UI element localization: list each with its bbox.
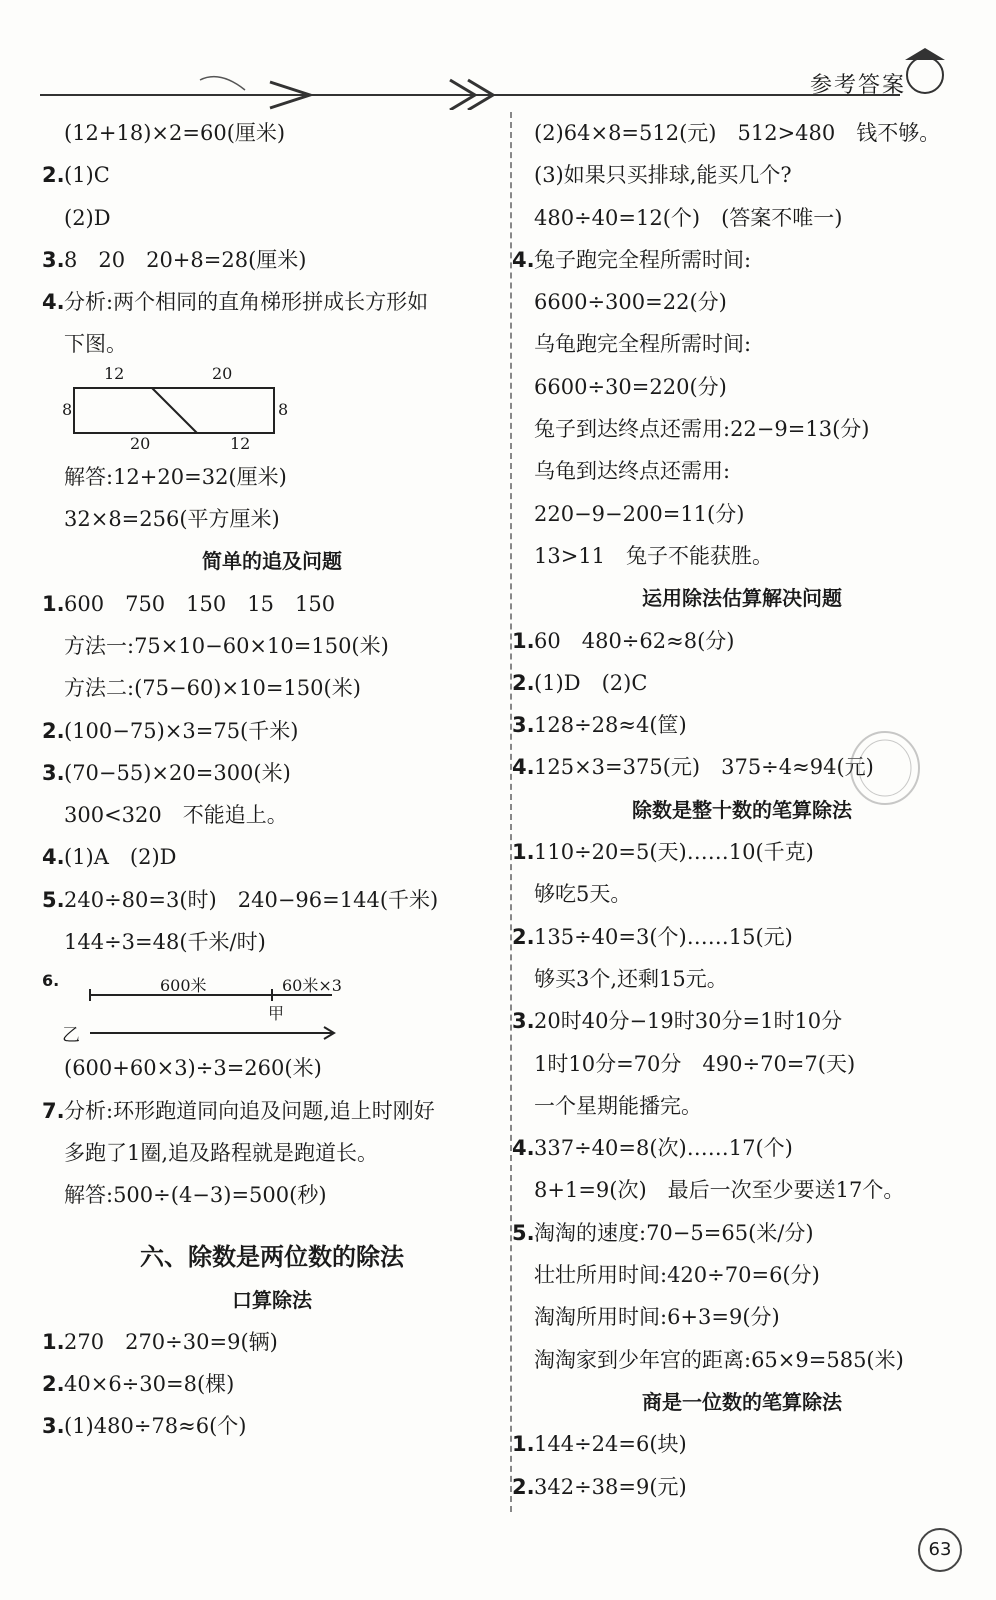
answer-line: 一个星期能播完。	[534, 1093, 702, 1118]
answer-line: 淘淘所用时间:6+3=9(分)	[534, 1305, 780, 1330]
right-column	[512, 112, 972, 1508]
answer-line: 淘淘家到少年宫的距离:65×9=585(米)	[534, 1347, 904, 1372]
fig-label: 600米	[160, 976, 207, 996]
answer-line: 220−9−200=11(分)	[534, 501, 745, 526]
answer-line: 6600÷300=22(分)	[534, 290, 727, 315]
rectangle-figure	[42, 363, 502, 456]
fig-label: 8	[62, 399, 73, 419]
answer-line: (3)如果只买排球,能买几个?	[534, 163, 792, 188]
answer-line: 144÷24=6(块)	[534, 1432, 687, 1457]
answer-line: 1时10分=70分 490÷70=7(天)	[534, 1051, 856, 1076]
page-number: 63	[918, 1528, 962, 1572]
fig-label: 乙	[62, 1025, 80, 1047]
question-number: 2.	[42, 163, 65, 188]
answer-line: 淘淘的速度:70−5=65(米/分)	[534, 1220, 814, 1245]
section-title: 商是一位数的笔算除法	[642, 1389, 842, 1414]
question-number: 2.	[512, 1474, 535, 1499]
question-number: 2.	[512, 924, 535, 949]
left-column	[42, 112, 502, 1448]
chapter-title: 六、除数是两位数的除法	[140, 1242, 404, 1271]
question-number: 4.	[512, 247, 535, 272]
header-title: 参考答案	[810, 73, 907, 98]
answer-line: (100−75)×3=75(千米)	[64, 718, 299, 743]
answer-line: (2)64×8=512(元) 512>480 钱不够。	[534, 121, 941, 145]
answer-line: 480÷40=12(个) (答案不唯一)	[534, 205, 843, 230]
answer-line: 8 20 20+8=28(厘米)	[64, 247, 307, 272]
fig-label: 20	[212, 363, 233, 383]
answer-line: 多跑了1圈,追及路程就是跑道长。	[64, 1140, 379, 1165]
question-number: 4.	[512, 1136, 535, 1161]
answer-line: 壮壮所用时间:420÷70=6(分)	[534, 1263, 820, 1288]
answer-line: (1)D (2)C	[534, 670, 648, 695]
answer-line: 13>11 兔子不能获胜。	[534, 543, 774, 568]
answer-line: 270 270÷30=9(辆)	[64, 1329, 278, 1354]
question-number: 1.	[42, 591, 65, 616]
answer-line: 300<320 不能追上。	[64, 803, 288, 828]
answer-line: 够买3个,还剩15元。	[534, 966, 728, 991]
answer-line: 125×3=375(元) 375÷4≈94(元)	[534, 755, 874, 780]
question-number: 3.	[42, 760, 65, 785]
answer-line: 方法二:(75−60)×10=150(米)	[64, 676, 361, 701]
answer-line: 40×6÷30=8(棵)	[64, 1372, 235, 1397]
page-header	[0, 0, 996, 110]
question-number: 5.	[512, 1220, 535, 1245]
question-number: 5.	[42, 887, 65, 912]
answer-line: 20时40分−19时30分=1时10分	[534, 1009, 843, 1034]
answer-line: 够吃5天。	[534, 882, 632, 907]
answer-line: 8+1=9(次) 最后一次至少要送17个。	[534, 1178, 905, 1203]
answer-line: 144÷3=48(千米/时)	[64, 930, 266, 955]
answer-line: (2)D	[64, 205, 111, 230]
answer-line: 兔子跑完全程所需时间:	[534, 247, 752, 272]
answer-line: 240÷80=3(时) 240−96=144(千米)	[64, 887, 439, 912]
question-number: 2.	[42, 718, 65, 743]
answer-line: 解答:12+20=32(厘米)	[64, 464, 287, 489]
chase-figure	[42, 963, 502, 1047]
question-number: 2.	[42, 1372, 65, 1397]
answer-line: 60 480÷62≈8(分)	[534, 628, 735, 653]
question-number: 2.	[512, 670, 535, 695]
fig-label: 20	[130, 433, 151, 453]
question-number: 3.	[42, 1414, 65, 1439]
answer-line: 6600÷30=220(分)	[534, 374, 727, 399]
question-number: 1.	[512, 628, 535, 653]
answer-line: (12+18)×2=60(厘米)	[64, 121, 286, 145]
question-number: 1.	[512, 840, 535, 865]
question-number: 1.	[42, 1329, 65, 1354]
question-number: 6.	[42, 971, 60, 991]
fig-label: 12	[104, 363, 125, 383]
section-title: 口算除法	[232, 1287, 312, 1312]
section-title: 除数是整十数的笔算除法	[632, 797, 852, 822]
question-number: 1.	[512, 1432, 535, 1457]
question-number: 3.	[42, 247, 65, 272]
answer-line: (1)A (2)D	[64, 845, 177, 870]
answer-line: 135÷40=3(个)……15(元)	[534, 924, 793, 949]
answer-line: 110÷20=5(天)……10(千克)	[534, 840, 814, 865]
answer-line: (1)480÷78≈6(个)	[64, 1414, 247, 1439]
question-number: 4.	[42, 845, 65, 870]
answer-line: 342÷38=9(元)	[534, 1474, 687, 1499]
answer-line: 分析:环形跑道同向追及问题,追上时刚好	[64, 1098, 435, 1123]
fig-label: 12	[230, 433, 251, 453]
answer-line: (600+60×3)÷3=260(米)	[64, 1056, 322, 1081]
fig-label: 60米×3	[282, 976, 342, 996]
answer-line: 乌龟跑完全程所需时间:	[534, 332, 752, 357]
fig-label: 8	[278, 399, 289, 419]
answer-line: 兔子到达终点还需用:22−9=13(分)	[534, 417, 870, 442]
section-title: 运用除法估算解决问题	[642, 586, 842, 611]
answer-line: (1)C	[64, 163, 110, 188]
question-number: 4.	[512, 755, 535, 780]
answer-line: 分析:两个相同的直角梯形拼成长方形如	[64, 290, 429, 315]
section-title: 简单的追及问题	[202, 549, 342, 574]
fig-label: 甲	[268, 1004, 285, 1024]
question-number: 4.	[42, 290, 65, 315]
answer-line: 32×8=256(平方厘米)	[64, 507, 280, 532]
question-number: 3.	[512, 713, 535, 738]
answer-line: 337÷40=8(次)……17(个)	[534, 1136, 793, 1161]
answer-line: (70−55)×20=300(米)	[64, 760, 291, 785]
answer-line: 128÷28≈4(筐)	[534, 713, 687, 738]
question-number: 3.	[512, 1009, 535, 1034]
stamp-icon	[848, 728, 922, 808]
answer-line: 乌龟到达终点还需用:	[534, 459, 731, 484]
answer-line: 下图。	[64, 332, 127, 357]
answer-line: 600 750 150 15 150	[64, 591, 336, 616]
question-number: 7.	[42, 1098, 65, 1123]
answer-line: 方法一:75×10−60×10=150(米)	[64, 633, 389, 658]
answer-line: 解答:500÷(4−3)=500(秒)	[64, 1183, 327, 1208]
